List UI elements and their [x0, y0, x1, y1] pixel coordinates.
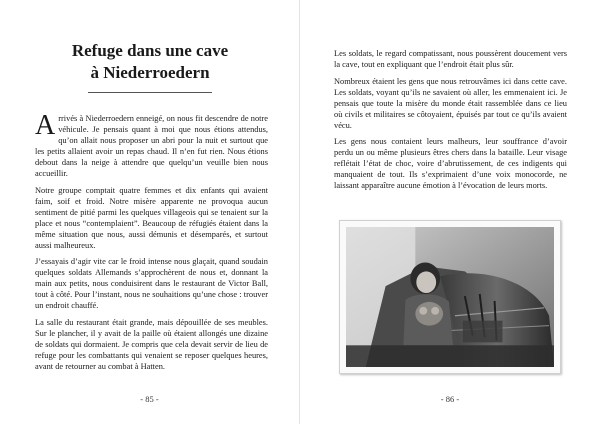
page-number-left: - 85 - [140, 394, 159, 404]
paragraph-7: Les gens nous contaient leurs malheurs, leur souffrance d’avoir perdu un ou même plusieurs êtres chers dans la bataille. Leur visage reflétait l’état de choc, voire d’abrutissement, de ces indigents qui manquaient de tout. Ils s’exprimaient d’une voix monocorde, ne laissant apparaître aucune émotion à l’évocation de leurs morts. [334, 137, 567, 190]
right-body-text [334, 48, 567, 197]
paragraph-4: La salle du restaurant était grande, mais dépouillée de ses meubles. Sur le plancher, il y avait de la paille où étaient allongés une dizaine de soldats qui dormaient. Je compris que cela devait servir de lieu de refuge pour les combattants qui venaient se reposer quelques heures, avant de retourner au combat à Hatten. [35, 317, 268, 371]
paragraph-2: Notre groupe comptait quatre femmes et dix enfants qui avaient faim, soif et froid. Notre misère apparente ne provoqua aucun sentiment de pitié parmi les quelques villageois qui se tenaient sur la place et nous “contemplaient”. Beaucoup de réfugiés étaient dans la même situation que nous, aussi démunis et désemparés, et surtout aussi malheureux. [35, 185, 268, 250]
chapter-title [36, 40, 264, 84]
vintage-photo [346, 227, 554, 367]
chapter-title-line-2: à Niederroedern [90, 63, 210, 82]
drop-cap: A [35, 110, 56, 141]
left-body-text [35, 110, 268, 377]
paragraph-5: Les soldats, le regard compatissant, nous poussèrent doucement vers la cave, tout en expliquant que l’endroit était plus sûr. [334, 49, 567, 69]
paragraph-6: Nombreux étaient les gens que nous retrouvâmes ici dans cette cave. Les soldats, voyant qu’ils ne savaient où aller, les emmenaient ici. Je pensais que toute la misère du monde était rassemblée dans ce lieu où civils et militaires se côtoyaient, épuisés par tout ce qu’ils avaient vécu. [334, 76, 567, 130]
paragraph-1: Arrivés à Niederroedern enneigé, on nous fit descendre de notre véhicule. Je pensais quant à moi que nous étions attendus, qu’on allait nous proposer un abri pour la nuit et surtout que les petits allaient avoir un repas chaud. Il n’en fut rien. Nous étions debout dans la neige à attendre que quelqu’un veuille bien nous accueillir. [35, 110, 268, 178]
chapter-title-line-1: Refuge dans une cave [71, 41, 229, 60]
title-divider [88, 92, 212, 93]
page-number-right: - 86 - [440, 394, 460, 404]
photo-frame [339, 220, 561, 374]
paragraph-3: J’essayais d’agir vite car le froid intense nous glaçait, quand soudain quelques soldats Allemands s’approchèrent de nous et, donnant la main aux petits, nous conduisirent dans le restaurant de Victor Ball, tout à côté. Pour l’instant, nous ne souhaitions qu’une chose : trouver un endroit chauffé. [35, 257, 268, 310]
